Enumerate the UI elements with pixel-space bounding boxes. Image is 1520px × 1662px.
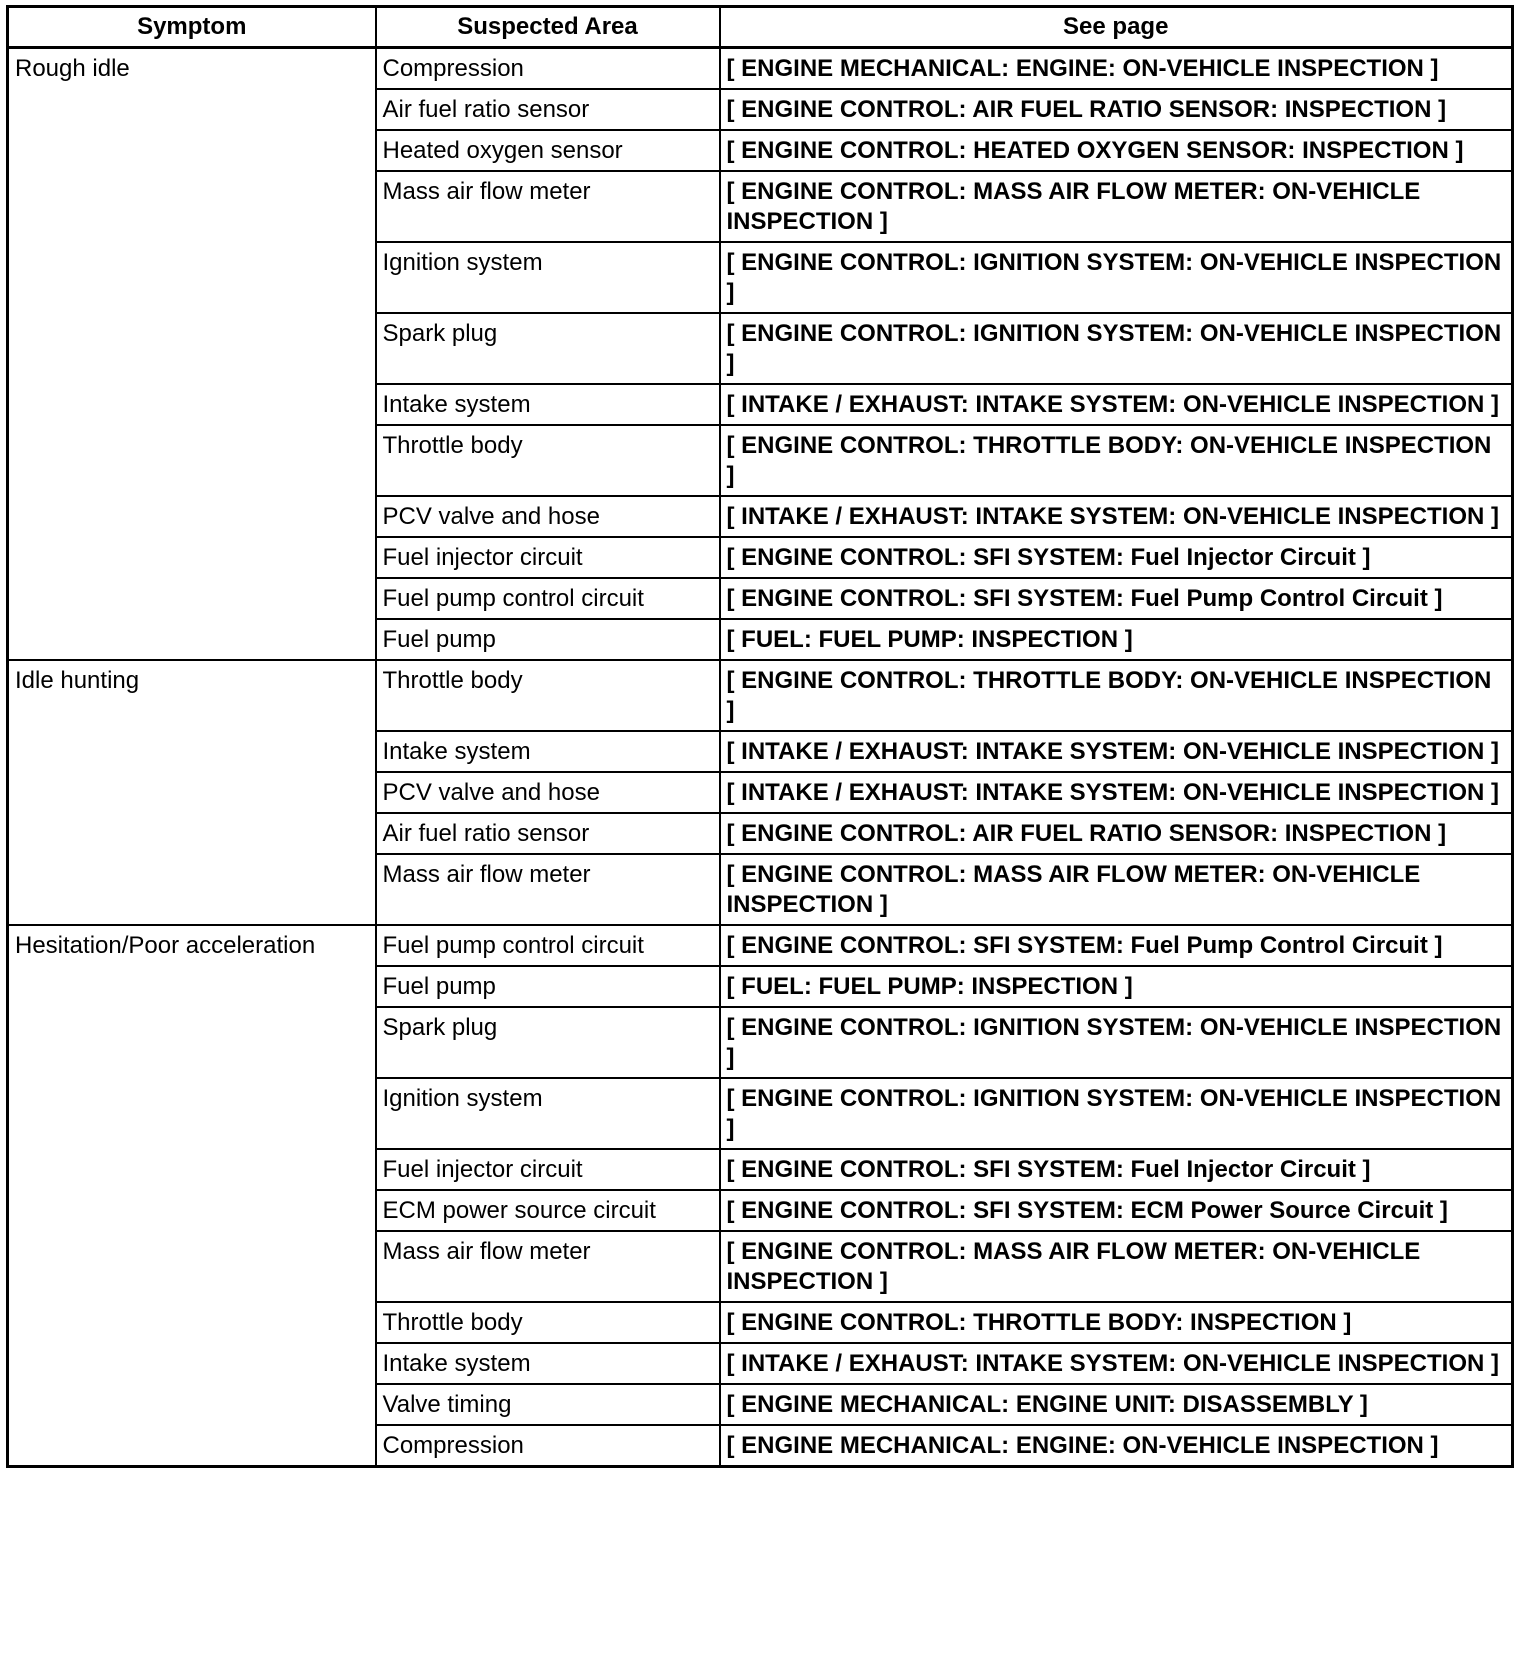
suspected-area-cell: Mass air flow meter	[376, 854, 720, 925]
see-page-reference[interactable]: [ ENGINE CONTROL: MASS AIR FLOW METER: ON-VEHICLE INSPECTION ]	[720, 171, 1513, 242]
symptom-cell: Hesitation/Poor acceleration	[8, 925, 376, 1467]
see-page-reference[interactable]: [ INTAKE / EXHAUST: INTAKE SYSTEM: ON-VEHICLE INSPECTION ]	[720, 772, 1513, 813]
table-row	[8, 48, 1513, 90]
suspected-area-cell: Intake system	[376, 1343, 720, 1384]
suspected-area-cell: Compression	[376, 48, 720, 90]
suspected-area-cell: ECM power source circuit	[376, 1190, 720, 1231]
suspected-area-cell: Mass air flow meter	[376, 1231, 720, 1302]
see-page-reference[interactable]: [ ENGINE CONTROL: MASS AIR FLOW METER: ON-VEHICLE INSPECTION ]	[720, 1231, 1513, 1302]
see-page-reference[interactable]: [ ENGINE CONTROL: IGNITION SYSTEM: ON-VEHICLE INSPECTION ]	[720, 242, 1513, 313]
suspected-area-cell: Mass air flow meter	[376, 171, 720, 242]
see-page-reference[interactable]: [ ENGINE CONTROL: SFI SYSTEM: Fuel Injector Circuit ]	[720, 537, 1513, 578]
see-page-reference[interactable]: [ FUEL: FUEL PUMP: INSPECTION ]	[720, 966, 1513, 1007]
see-page-reference[interactable]: [ ENGINE CONTROL: IGNITION SYSTEM: ON-VEHICLE INSPECTION ]	[720, 313, 1513, 384]
suspected-area-cell: Heated oxygen sensor	[376, 130, 720, 171]
suspected-area-cell: Fuel pump	[376, 966, 720, 1007]
suspected-area-cell: Intake system	[376, 384, 720, 425]
see-page-reference[interactable]: [ ENGINE CONTROL: THROTTLE BODY: ON-VEHICLE INSPECTION ]	[720, 660, 1513, 731]
suspected-area-cell: Fuel pump	[376, 619, 720, 660]
see-page-reference[interactable]: [ ENGINE CONTROL: MASS AIR FLOW METER: ON-VEHICLE INSPECTION ]	[720, 854, 1513, 925]
suspected-area-cell: Air fuel ratio sensor	[376, 89, 720, 130]
symptom-cell: Rough idle	[8, 48, 376, 661]
header-row	[8, 7, 1513, 48]
see-page-reference[interactable]: [ ENGINE CONTROL: SFI SYSTEM: Fuel Pump Control Circuit ]	[720, 925, 1513, 966]
suspected-area-cell: Ignition system	[376, 1078, 720, 1149]
see-page-reference[interactable]: [ INTAKE / EXHAUST: INTAKE SYSTEM: ON-VEHICLE INSPECTION ]	[720, 731, 1513, 772]
header-suspected-area: Suspected Area	[376, 7, 720, 48]
suspected-area-cell: Throttle body	[376, 660, 720, 731]
suspected-area-cell: Fuel injector circuit	[376, 1149, 720, 1190]
see-page-reference[interactable]: [ ENGINE CONTROL: IGNITION SYSTEM: ON-VEHICLE INSPECTION ]	[720, 1007, 1513, 1078]
suspected-area-cell: Fuel pump control circuit	[376, 925, 720, 966]
see-page-reference[interactable]: [ ENGINE CONTROL: AIR FUEL RATIO SENSOR: INSPECTION ]	[720, 89, 1513, 130]
suspected-area-cell: Air fuel ratio sensor	[376, 813, 720, 854]
see-page-reference[interactable]: [ ENGINE CONTROL: THROTTLE BODY: ON-VEHICLE INSPECTION ]	[720, 425, 1513, 496]
suspected-area-cell: PCV valve and hose	[376, 772, 720, 813]
header-see-page: See page	[720, 7, 1513, 48]
see-page-reference[interactable]: [ ENGINE CONTROL: AIR FUEL RATIO SENSOR: INSPECTION ]	[720, 813, 1513, 854]
see-page-reference[interactable]: [ ENGINE CONTROL: SFI SYSTEM: Fuel Injector Circuit ]	[720, 1149, 1513, 1190]
see-page-reference[interactable]: [ INTAKE / EXHAUST: INTAKE SYSTEM: ON-VEHICLE INSPECTION ]	[720, 384, 1513, 425]
suspected-area-cell: Spark plug	[376, 1007, 720, 1078]
see-page-reference[interactable]: [ ENGINE CONTROL: THROTTLE BODY: INSPECTION ]	[720, 1302, 1513, 1343]
see-page-reference[interactable]: [ ENGINE MECHANICAL: ENGINE: ON-VEHICLE INSPECTION ]	[720, 1425, 1513, 1467]
see-page-reference[interactable]: [ ENGINE CONTROL: HEATED OXYGEN SENSOR: INSPECTION ]	[720, 130, 1513, 171]
suspected-area-cell: Throttle body	[376, 1302, 720, 1343]
suspected-area-cell: Fuel injector circuit	[376, 537, 720, 578]
see-page-reference[interactable]: [ FUEL: FUEL PUMP: INSPECTION ]	[720, 619, 1513, 660]
suspected-area-cell: Throttle body	[376, 425, 720, 496]
symptom-table	[6, 5, 1514, 1468]
see-page-reference[interactable]: [ INTAKE / EXHAUST: INTAKE SYSTEM: ON-VEHICLE INSPECTION ]	[720, 1343, 1513, 1384]
header-symptom: Symptom	[8, 7, 376, 48]
symptom-cell: Idle hunting	[8, 660, 376, 925]
table-row	[8, 925, 1513, 966]
suspected-area-cell: Spark plug	[376, 313, 720, 384]
suspected-area-cell: Valve timing	[376, 1384, 720, 1425]
see-page-reference[interactable]: [ ENGINE MECHANICAL: ENGINE: ON-VEHICLE INSPECTION ]	[720, 48, 1513, 90]
see-page-reference[interactable]: [ ENGINE CONTROL: SFI SYSTEM: Fuel Pump Control Circuit ]	[720, 578, 1513, 619]
see-page-reference[interactable]: [ ENGINE MECHANICAL: ENGINE UNIT: DISASSEMBLY ]	[720, 1384, 1513, 1425]
suspected-area-cell: Fuel pump control circuit	[376, 578, 720, 619]
suspected-area-cell: Ignition system	[376, 242, 720, 313]
table-row	[8, 660, 1513, 731]
suspected-area-cell: Intake system	[376, 731, 720, 772]
see-page-reference[interactable]: [ ENGINE CONTROL: SFI SYSTEM: ECM Power Source Circuit ]	[720, 1190, 1513, 1231]
see-page-reference[interactable]: [ ENGINE CONTROL: IGNITION SYSTEM: ON-VEHICLE INSPECTION ]	[720, 1078, 1513, 1149]
suspected-area-cell: Compression	[376, 1425, 720, 1467]
suspected-area-cell: PCV valve and hose	[376, 496, 720, 537]
table-body	[8, 48, 1513, 1467]
see-page-reference[interactable]: [ INTAKE / EXHAUST: INTAKE SYSTEM: ON-VEHICLE INSPECTION ]	[720, 496, 1513, 537]
